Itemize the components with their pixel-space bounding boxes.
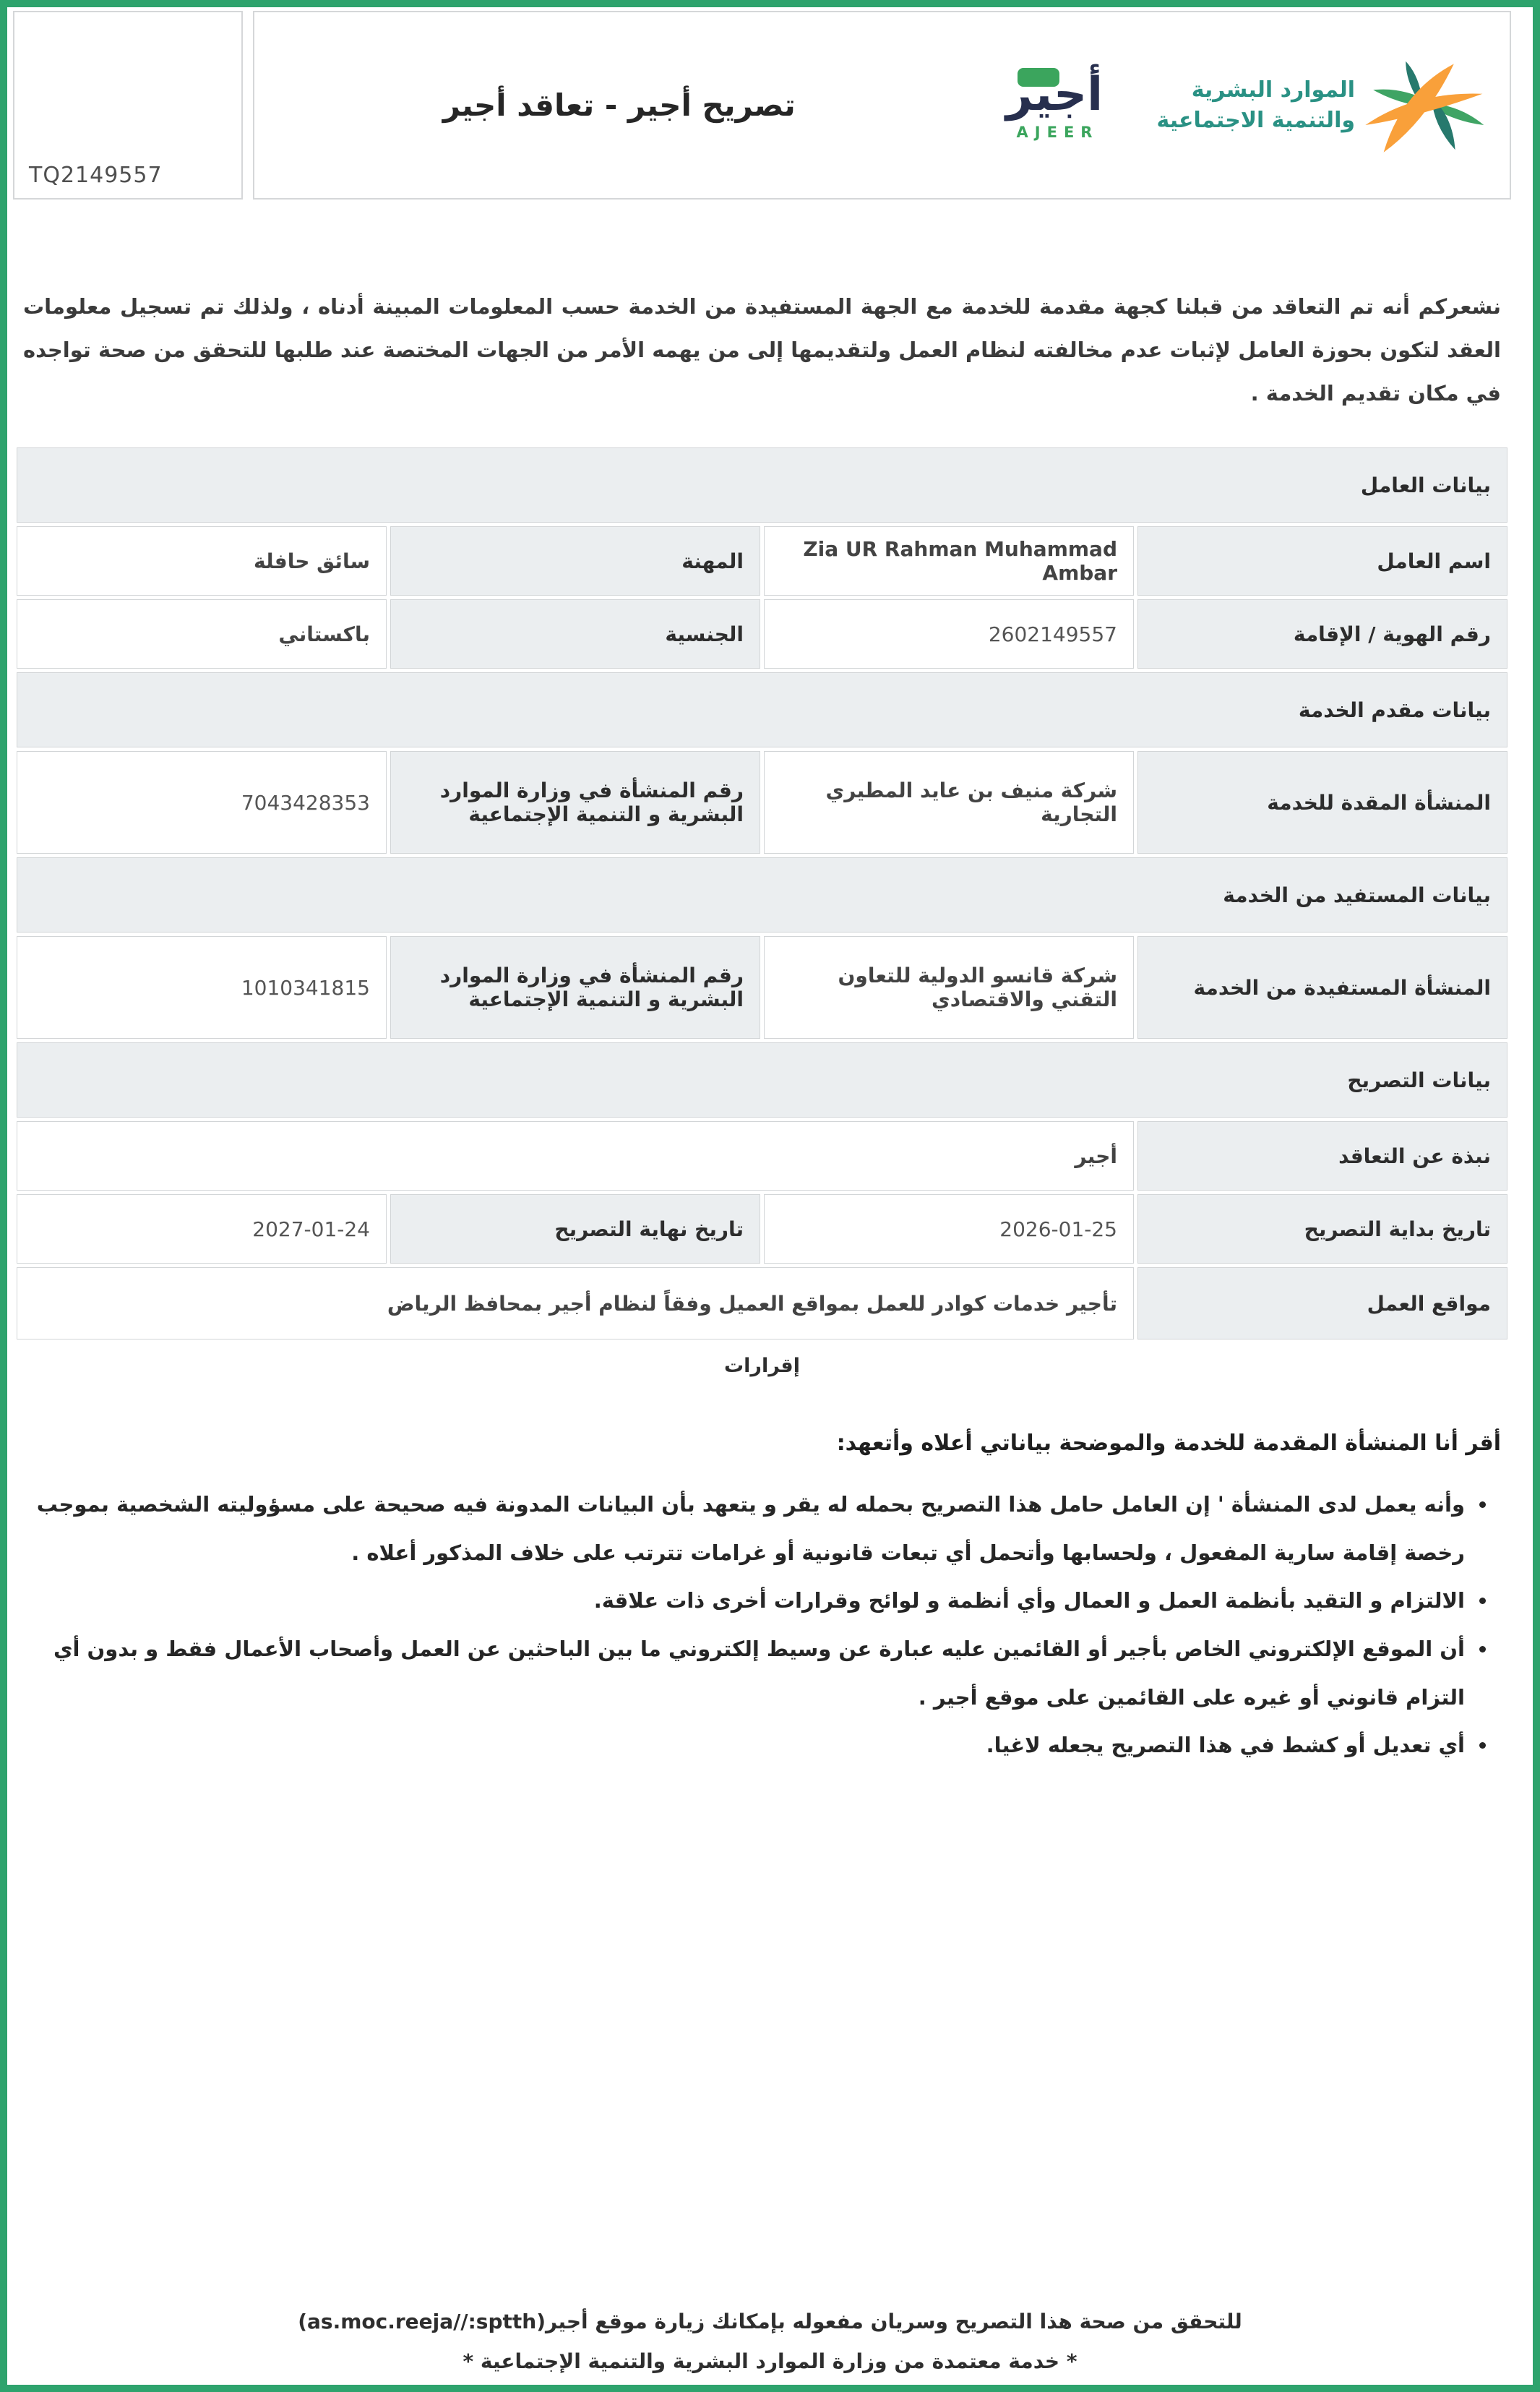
permit-start-date-value: 2026-01-25 [764,1194,1134,1264]
ministry-name [1157,75,1355,136]
ajeer-logo-arabic: أجير [1006,68,1104,122]
declarations-list [23,1480,1501,1770]
doc-number: TQ2149557 [29,163,163,188]
footer-verification-url: (as.moc.reeja//:sptth) [298,2310,546,2333]
ajeer-logo-latin: AJEER [1016,123,1099,141]
ministry-name-line2: والتنمية الاجتماعية [1156,107,1355,133]
permit-section-header-row [17,1042,1507,1118]
footer-verification-line [7,2310,1533,2333]
header [13,11,1511,200]
declarations-section-title: إقرارات [724,1355,800,1378]
work-locations-value: تأجير خدمات كوادر للعمل بمواقع العميل وفقاً لنظام أجير بمحافظ الرياض [17,1267,1134,1339]
provider-mhrsd-number-label: رقم المنشأة في وزارة الموارد البشرية و التنمية الإجتماعية [390,751,760,854]
nationality-value: باكستاني [17,599,387,669]
table-row [17,599,1507,669]
work-locations-label: مواقع العمل [1137,1267,1507,1339]
worker-section-header-row [17,447,1507,523]
ajeer-logo [991,69,1118,140]
provider-section-header-row [17,672,1507,747]
contract-summary-value: أجير [17,1121,1134,1191]
beneficiary-mhrsd-number-label: رقم المنشأة في وزارة الموارد البشرية و التنمية الإجتماعية [390,936,760,1039]
beneficiary-establishment-label: المنشأة المستفيدة من الخدمة [1137,936,1507,1039]
declarations-heading: أقر أنا المنشأة المقدمة للخدمة والموضحة بياناتي أعلاه وأتعهد: [836,1431,1501,1457]
table-row [17,526,1507,596]
worker-name-label: اسم العامل [1137,526,1507,596]
id-number-value: 2602149557 [764,599,1134,669]
beneficiary-section-header-row [17,857,1507,933]
beneficiary-establishment-value: شركة قانسو الدولية للتعاون التقني والاقتصادي [764,936,1134,1039]
profession-value: سائق حافلة [17,526,387,596]
declaration-item: • أي تعديل أو كشط في هذا التصريح يجعله لاغيا. [23,1721,1468,1770]
table-row [17,1121,1507,1191]
permit-end-date-label: تاريخ نهاية التصريح [390,1194,760,1264]
ministry-palm-emblem-icon [1355,51,1485,160]
permit-data-table [13,444,1511,1343]
provider-establishment-label: المنشأة المقدة للخدمة [1137,751,1507,854]
ministry-logo [1153,51,1485,160]
declaration-item: • أن الموقع الإلكتروني الخاص بأجير أو القائمين عليه عبارة عن وسيط إلكتروني ما بين الباحثين عن العمل وأصحاب الأعمال فقط و بدون أي التزام قانوني أو غيره على القائمين على موقع أجير . [23,1625,1468,1721]
table-row [17,1267,1507,1339]
page-title: تصريح أجير - تعاقد أجير [442,87,796,123]
title-area [254,87,984,123]
footer-accreditation-line: * خدمة معتمدة من وزارة الموارد البشرية والتنمية الإجتماعية * [463,2349,1077,2373]
permit-start-date-label: تاريخ بداية التصريح [1137,1194,1507,1264]
contract-summary-label: نبذة عن التعاقد [1137,1121,1507,1191]
ministry-name-line1: الموارد البشرية [1191,77,1355,103]
intro-paragraph: نشعركم أنه تم التعاقد من قبلنا كجهة مقدمة للخدمة مع الجهة المستفيدة من الخدمة حسب المعلومات المبينة أدناه ، ولذلك تم تسجيل معلومات العقد لتكون بحوزة العامل لإثبات عدم مخالفته لنظام العمل ولتقديمها إلى من يهمه الأمر من الجهات المختصة عند طلبها للتحقق من صحة تواجده في مكان تقديم الخدمة . [23,294,1501,406]
provider-establishment-value: شركة منيف بن عايد المطيري التجارية [764,751,1134,854]
profession-label: المهنة [390,526,760,596]
table-row [17,936,1507,1039]
table-row [17,1194,1507,1264]
provider-mhrsd-number-value: 7043428353 [17,751,387,854]
beneficiary-section-header: بيانات المستفيد من الخدمة [17,857,1507,933]
worker-name-value: Zia UR Rahman Muhammad Ambar [764,526,1134,596]
id-number-label: رقم الهوية / الإقامة [1137,599,1507,669]
footer-verification-text: للتحقق من صحة هذا التصريح وسريان مفعوله بإمكانك زيارة موقع أجير [546,2310,1242,2333]
worker-section-header: بيانات العامل [17,447,1507,523]
footer [7,2310,1533,2373]
beneficiary-mhrsd-number-value: 1010341815 [17,936,387,1039]
permit-section-header: بيانات التصريح [17,1042,1507,1118]
declaration-item: • وأنه يعمل لدى المنشأة ' إن العامل حامل هذا التصريح بحمله له يقر و يتعهد بأن البيانات المدونة فيه صحيحة على مسؤوليته الشخصية بموجب رخصة إقامة سارية المفعول ، ولحسابها وأتحمل أي تبعات قانونية أو غرامات تترتب على خلاف المذكور أعلاه . [23,1480,1468,1577]
permit-end-date-value: 2027-01-24 [17,1194,387,1264]
declaration-item: • الالتزام و التقيد بأنظمة العمل و العمال وأي أنظمة و لوائح وقرارات أخرى ذات علاقة. [23,1577,1468,1625]
doc-number-box [13,11,243,200]
nationality-label: الجنسية [390,599,760,669]
declarations-block [13,1431,1511,1770]
title-box [253,11,1511,200]
table-row [17,751,1507,854]
provider-section-header: بيانات مقدم الخدمة [17,672,1507,747]
